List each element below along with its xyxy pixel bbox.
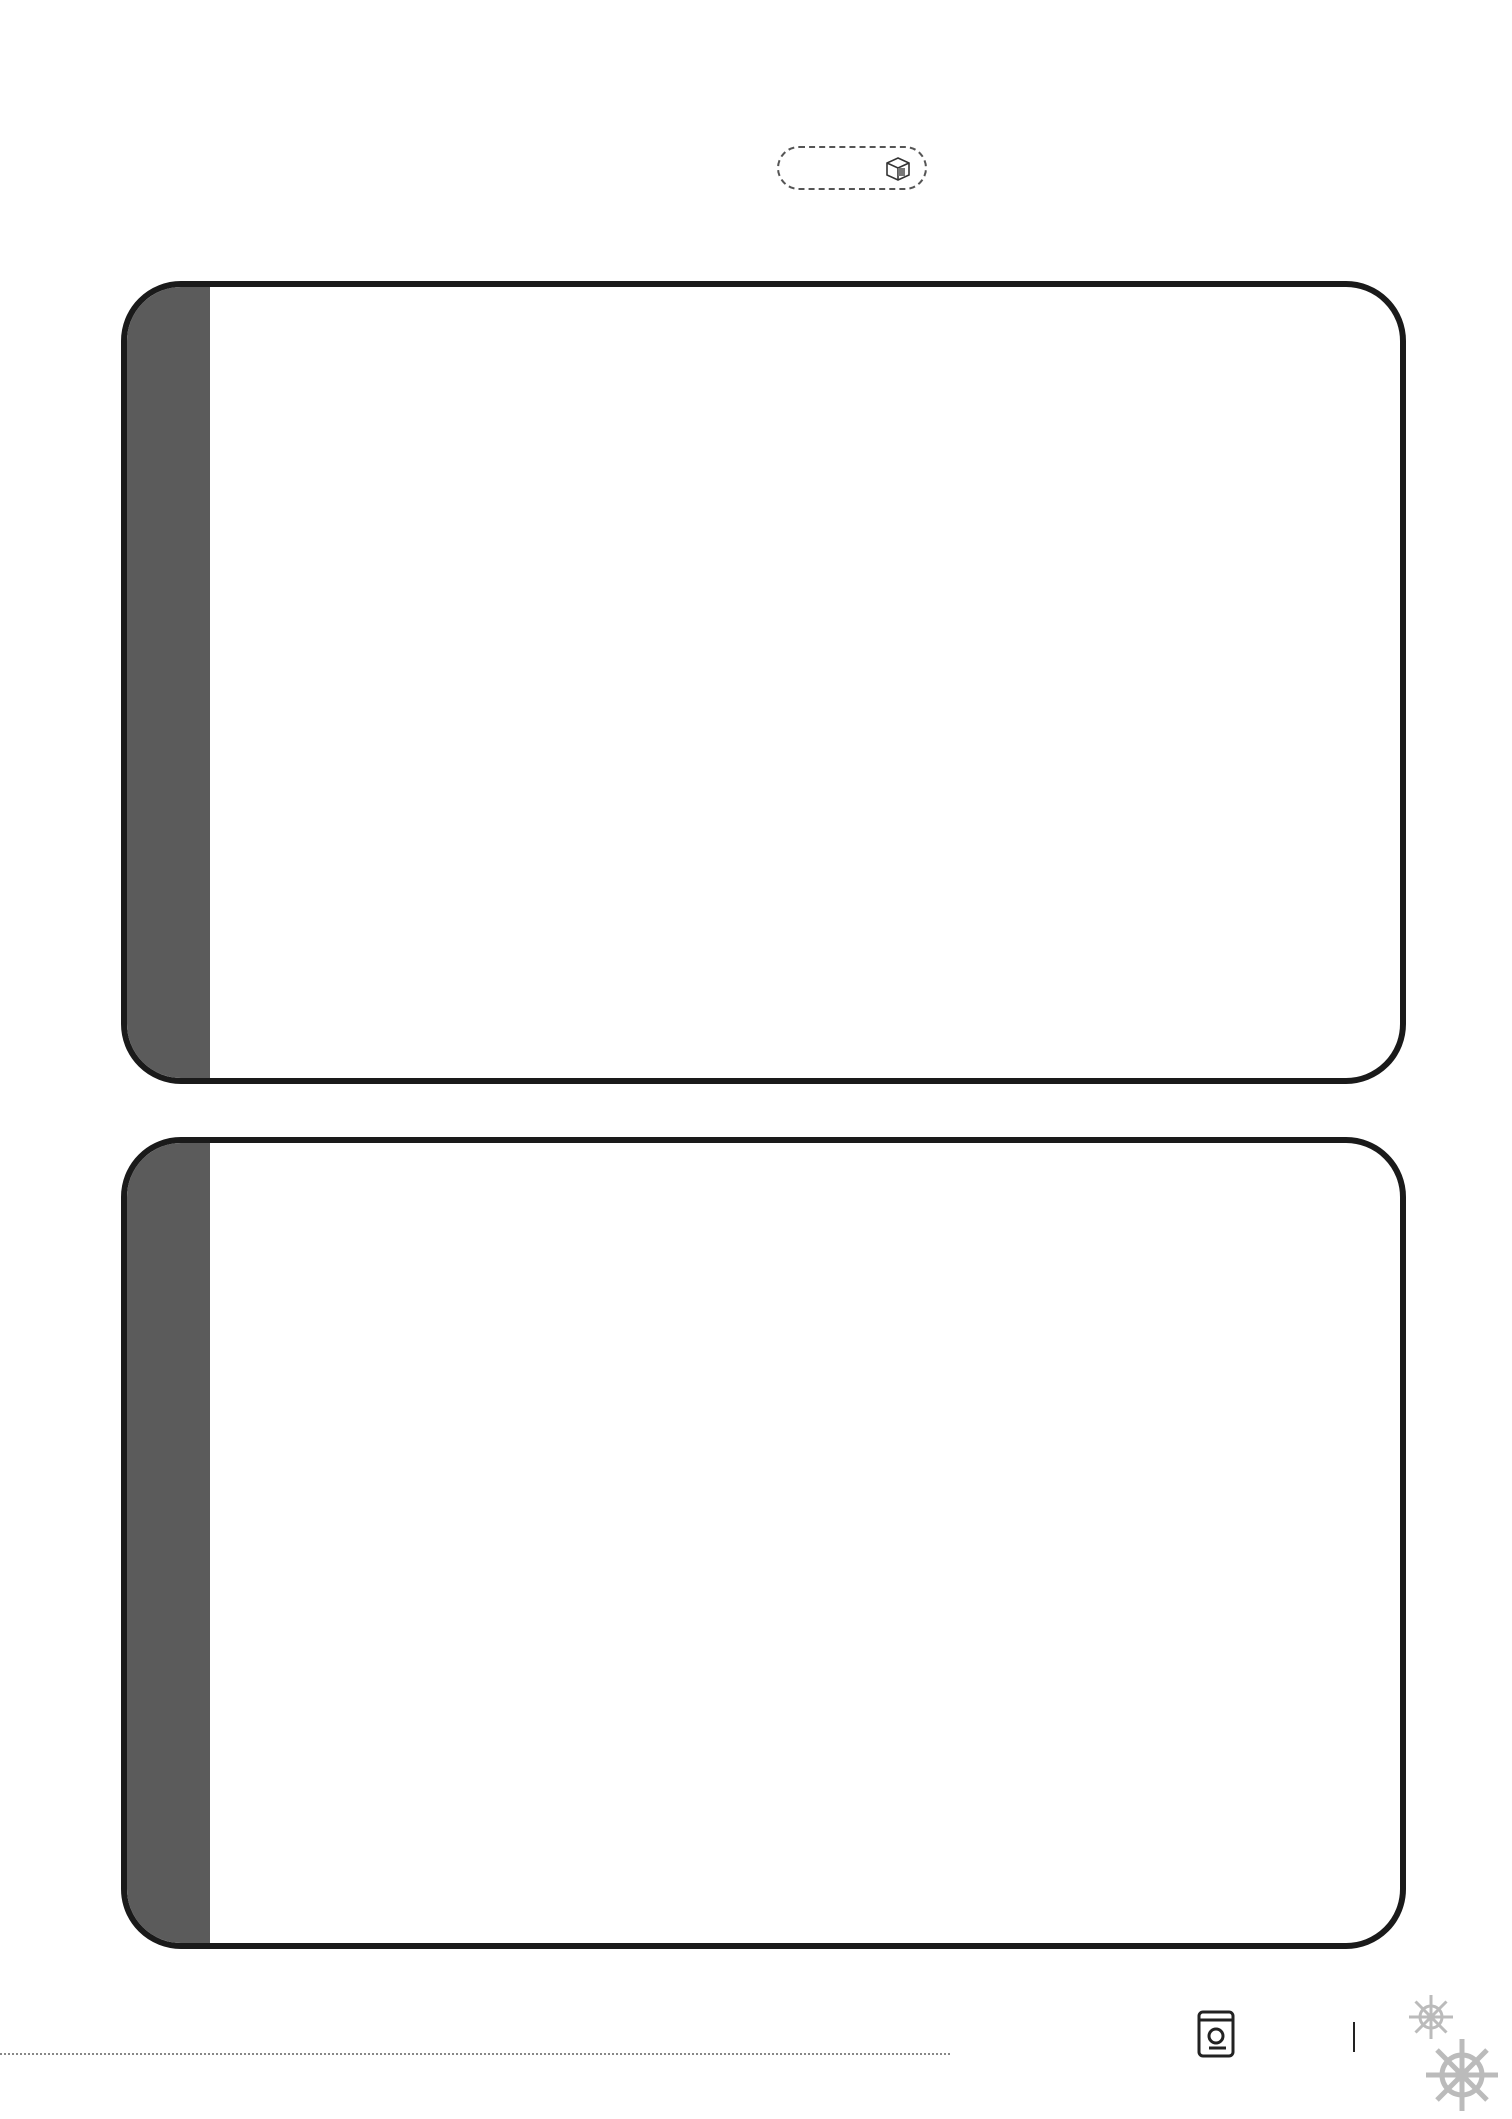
ship-wheel-icon [1422,2035,1502,2115]
tkbooks-logo [1196,2008,1341,2068]
top-view-panel [121,1137,1406,1949]
side-view-animals [127,287,1400,1078]
side-view-panel [121,281,1406,1084]
book-icon [1196,2008,1238,2060]
top-view-umbrellas [127,1143,1400,1943]
cube-icon [883,155,913,183]
skill-tag [777,146,927,190]
footer-divider [0,2053,950,2055]
footer-separator [1353,2022,1355,2052]
